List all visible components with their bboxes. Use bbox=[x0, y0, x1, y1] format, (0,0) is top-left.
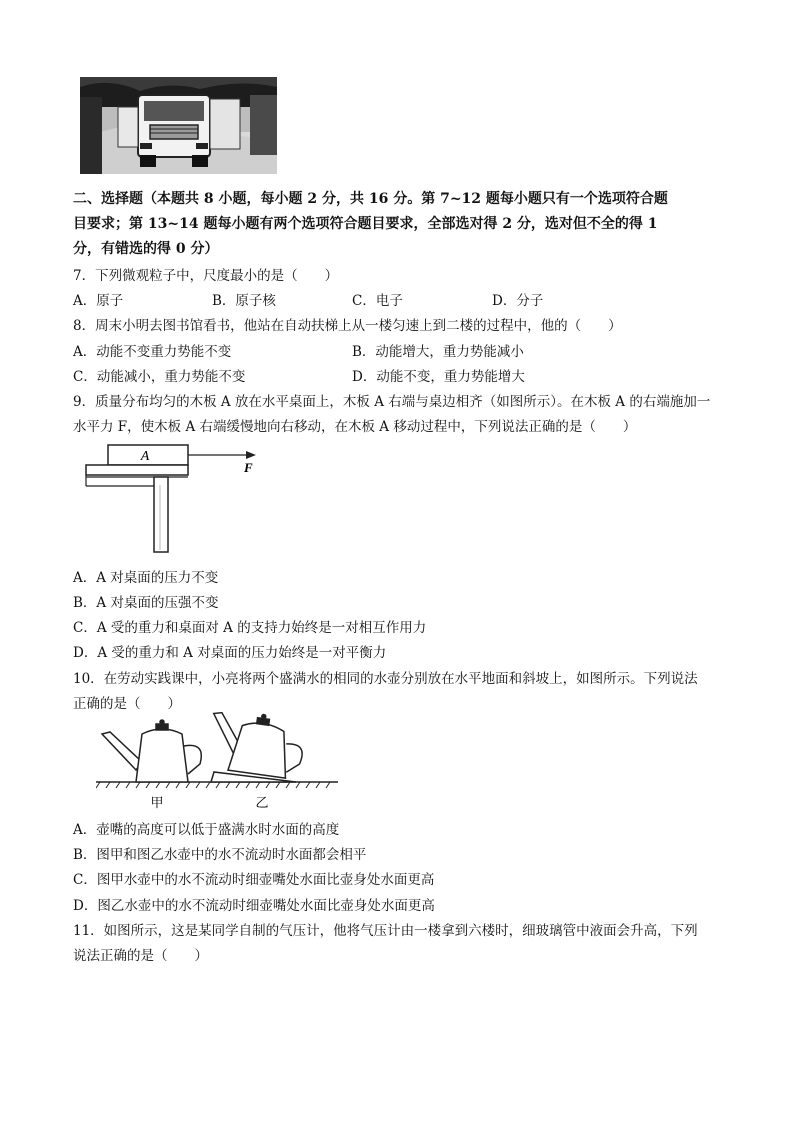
q8-option-b: B．动能增大，重力势能减小 bbox=[352, 344, 524, 360]
q9-figure bbox=[84, 440, 274, 555]
q7-option-b: B．原子核 bbox=[212, 293, 276, 309]
q11-stem-line-2: 说法正确的是（ ） bbox=[73, 948, 208, 964]
q9-force-label: F bbox=[244, 460, 253, 475]
q11-stem-line-1: 11．如图所示，这是某同学自制的气压计，他将气压计由一楼拿到六楼时，细玻璃管中液面会升高，下列 bbox=[73, 923, 698, 939]
q9-table-top bbox=[86, 465, 188, 475]
q8-option-c: C．动能减小，重力势能不变 bbox=[73, 369, 246, 385]
q8-stem: 8．周末小明去图书馆看书，他站在自动扶梯上从一楼匀速上到二楼的过程中，他的（ ） bbox=[73, 318, 622, 334]
q10-stem-line-2: 正确的是（ ） bbox=[73, 696, 181, 712]
q10-option-c: C．图甲水壶中的水不流动时细壶嘴处水面比壶身处水面更高 bbox=[73, 872, 435, 888]
q9-option-c: C．A 受的重力和桌面对 A 的支持力始终是一对相互作用力 bbox=[73, 620, 427, 636]
truck-photo bbox=[80, 77, 277, 174]
q9-option-b: B．A 对桌面的压强不变 bbox=[73, 595, 219, 611]
q10-option-a: A．壶嘴的高度可以低于盛满水时水面的高度 bbox=[73, 822, 340, 838]
q8-option-d: D．动能不变，重力势能增大 bbox=[352, 369, 525, 385]
q10-option-b: B．图甲和图乙水壶中的水不流动时水面都会相平 bbox=[73, 847, 367, 863]
q10-figure bbox=[96, 712, 341, 812]
q10-kettle-left bbox=[102, 720, 201, 782]
section-heading-line-1: 二、选择题（本题共 8 小题，每小题 2 分，共 16 分。第 7~12 题每小题只有一个选项符合题 bbox=[73, 191, 668, 207]
q10-kettle-right bbox=[206, 712, 307, 780]
q9-board-label: A bbox=[140, 449, 150, 464]
q9-table-leg bbox=[154, 477, 168, 552]
q9-stem-line-2: 水平力 F，使木板 A 右端缓慢地向右移动，在木板 A 移动过程中，下列说法正确的是（ ） bbox=[73, 419, 637, 435]
q9-stem-line-1: 9．质量分布均匀的木板 A 放在水平桌面上，木板 A 右端与桌边相齐（如图所示）。在木板 A 的右端施加一 bbox=[73, 394, 711, 410]
section-heading-line-3: 分，有错选的得 0 分） bbox=[73, 241, 219, 257]
q7-option-a: A．原子 bbox=[73, 293, 124, 309]
q10-option-d: D．图乙水壶中的水不流动时细壶嘴处水面比壶身处水面更高 bbox=[73, 898, 435, 914]
q8-option-a: A．动能不变重力势能不变 bbox=[73, 344, 232, 360]
q9-option-a: A．A 对桌面的压力不变 bbox=[73, 570, 219, 586]
q7-option-c: C．电子 bbox=[352, 293, 403, 309]
q10-label-left: 甲 bbox=[150, 796, 164, 811]
section-heading-line-2: 目要求；第 13~14 题每小题有两个选项符合题目要求，全部选对得 2 分，选对但不全的得 1 bbox=[73, 216, 658, 232]
q9-option-d: D．A 受的重力和 A 对桌面的压力始终是一对平衡力 bbox=[73, 645, 387, 661]
q10-label-right: 乙 bbox=[255, 796, 269, 811]
q7-stem: 7．下列微观粒子中，尺度最小的是（ ） bbox=[73, 268, 339, 284]
q7-option-d: D．分子 bbox=[492, 293, 544, 309]
q10-stem-line-1: 10．在劳动实践课中，小亮将两个盛满水的相同的水壶分别放在水平地面和斜坡上，如图所示。下列说法 bbox=[73, 671, 698, 687]
